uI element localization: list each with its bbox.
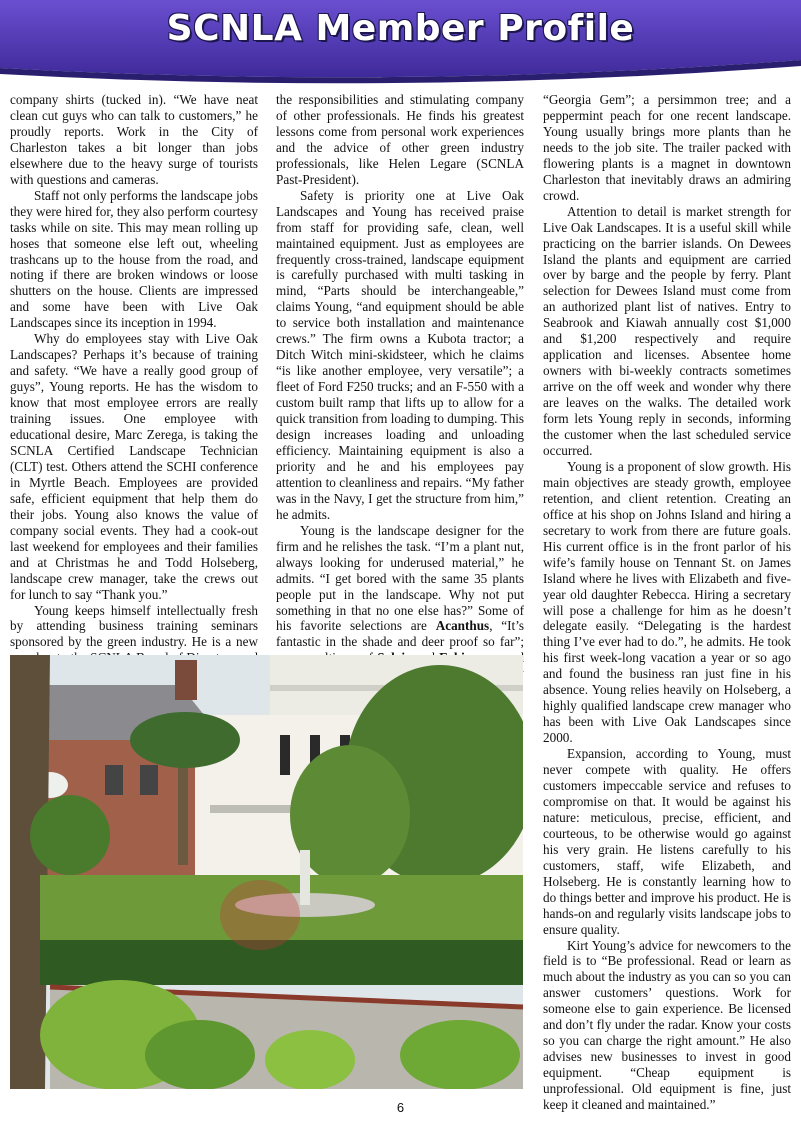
paragraph: “Georgia Gem”; a persimmon tree; and a peppermint peach for one recent landscape. Young usually brings more plants than he needs to the job site. The trailer packed with flowering plants is a magnet in downtown Charleston that inevitably draws an admiring crowd. [543,92,791,203]
plant-name-bold: Acanthus [435,618,490,634]
paragraph: Kirt Young’s advice for newcomers to the field is to “Be professional. Read or learn as much about the industry as you can so you can answer customers’ questions. Work for someone else to gain experience. Be licensed and don’t fly under the radar. Know your costs so you can charge the right amount.” He also advises new businesses to invest in good equipment. “Cheap equipment is unprofessional. Old equipment is fine, just keep it cleaned and maintained.” [543,937,791,1113]
article-column-3 [543,92,791,1113]
paragraph: Safety is priority one at Live Oak Landscapes and Young has received praise from staff for providing safe, clean, well maintained equipment. Just as employees are frequently cross-trained, landscape equipment is carefully purchased with multi tasking in mind, “Parts should be interchangeable,” claims Young, “and equipment should be able to service both installation and maintenance crews.” The firm owns a Kubota tractor; a Ditch Witch mini-skidsteer, which he claims “is like another employee, very versatile”; a fleet of Ford F250 trucks; and an F-550 with a custom built ramp that lifts up to allow for a quick transition from loading to dumping. This design increases loading and unloading efficiency. Maintaining equipment is also a priority and he and his employees pay attention to cleanliness and repairs. “My father was in the Navy, I get the structure from him,” he admits. [276,187,524,522]
paragraph: the responsibilities and stimulating company of other professionals. He finds his greatest lessons come from personal work experiences and the advice of other green industry professionals, like Helen Legare (SCNLA Past-President). [276,92,524,187]
article-column-2 [276,92,524,682]
garden-photo [10,655,523,1089]
paragraph: Expansion, according to Young, must never compete with quality. He offers customers impeccable service and refuses to compromise on that. It would be against his nature: meticulous, precise, efficient, and courteous, to be otherwise would go against his very grain. He listens carefully to his customers, staff, wife Elizabeth, and Holseberg. He is constantly learning how to do things better and improve his product. He is hands-on and regularly visits landscape jobs to ensure quality. [543,746,791,937]
paragraph: Young is a proponent of slow growth. His main objectives are steady growth, employee retention, and client retention. Creating an office at his shop on Johns Island and hiring a secretary to work from there are future goals. His current office is in the front parlor of his wife’s family house on Tennant St. on James Island where he lives with Elizabeth and five-year old daughter Rebecca. Hiring a secretary will pose a challenge for him as he doesn’t delegate easily. “Delegating is the hardest thing I’ve ever had to do.”, he admits. He took his first week-long vacation a year or so ago and found the business ran just fine in his absence. Young relies heavily on Holseberg, a highly qualified landscape crew manager who has been with Live Oak Landscapes since 2000. [543,458,791,746]
paragraph: Young keeps himself intellectually fresh by attending business training seminars sponsored by the green industry. He is a new [10,602,258,650]
page-number: 6 [396,1100,405,1115]
page-title: SCNLA Member Profile [166,8,635,49]
paragraph: Staff not only performs the landscape jobs they were hired for, they also perform courtesy tasks while on site. This may mean rolling up hoses that someone else left out, wheeling trashcans up to the house from the road, and noting if there are broken windows or loose shutters on the house. Clients are impressed and some have been with Live Oak Landscapes since its inception in 1994. [10,187,258,331]
paragraph: Attention to detail is market strength for Live Oak Landscapes. It is a useful skill while practicing on the barrier islands. On Dewees Island the plants and equipment are carried over by barge and the people by ferry. Plant selection for Dewees Island must come from an authorized plant list of natives. Entry to Seabrook and Kiawah annually cost $1,000 and $1,200 respectively and require application and licenses. Absentee home owners with bi-weekly contracts sometimes arrive on the off week and wonder why there are leaves on the walks. The detailed work form lets Young reply in seconds, informing the customer when the last scheduled service occurred. [543,203,791,458]
text-run: Young is the landscape designer for the firm and he relishes the task. “I’m a plant nut, always looking for underused material,” he admits. “I get bored with the same 35 plants people put in the landscape. Why not put something in that no one else has?” Some of his favorite selections are [276,522,524,634]
header-banner [0,0,801,86]
paragraph: company shirts (tucked in). “We have neat clean cut guys who can talk to customers,” he proudly reports. Work in the City of Charleston takes a bit longer than jobs elsewhere due to the heavy surge of tourists with questions and cameras. [10,92,258,187]
garden-illustration [10,655,523,1089]
text-run: , “It’s fantastic in the shade and deer proof so far”; [276,618,524,650]
paragraph: Why do employees stay with Live Oak Landscapes? Perhaps it’s because of training and safety. “We have a really good group of guys”, Young reports. He has the wisdom to know that most employee errors are really training issues. One employee with educational desire, Marc Zerega, is taking the SCNLA Certified Landscape Technician (CLT) test. Others attend the SCHI conference in Myrtle Beach. Employees are provided safe, efficient equipment that help them do their jobs. Young also knows the value of company social events. They had a cook-out last weekend for employees and their families and at Christmas he and Todd Holseberg, landscape crew manager, take the crews out for lunch to say “Thank you.” [10,331,258,602]
article-column-1 [10,92,258,682]
